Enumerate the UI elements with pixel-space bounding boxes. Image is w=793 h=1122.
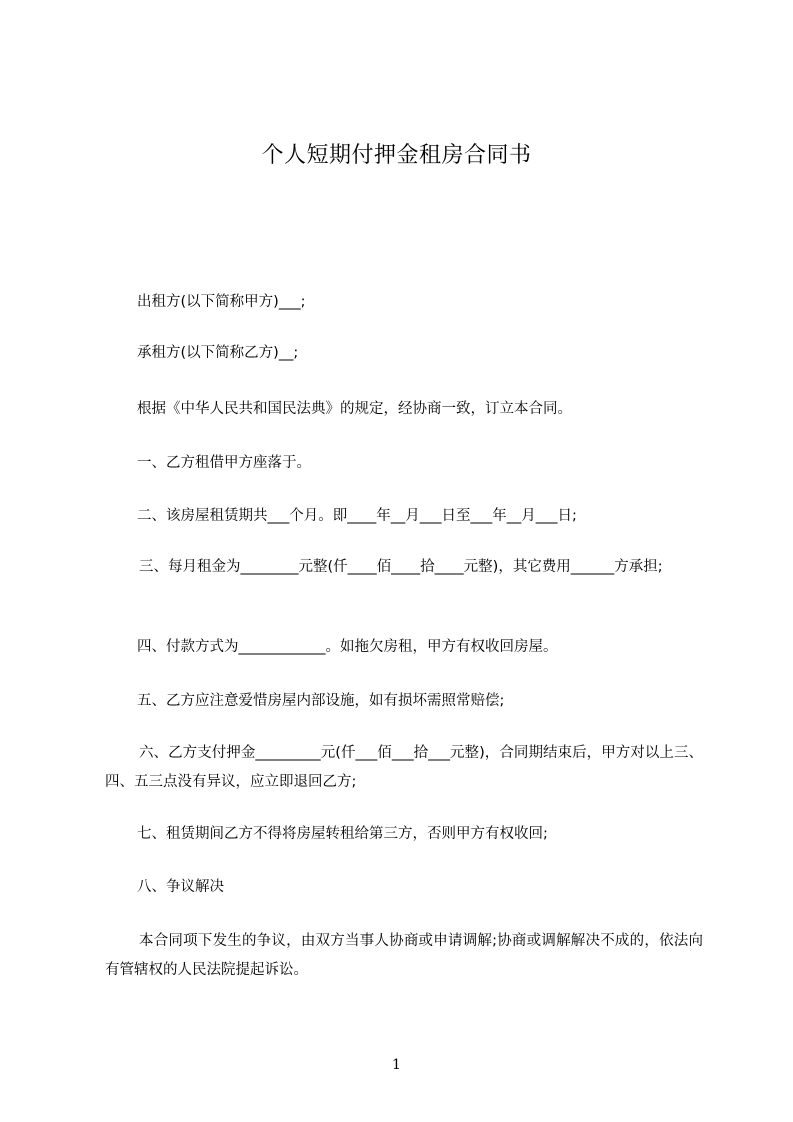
clause-4-payment: 四、付款方式为____________。如拖欠房租，甲方有权收回房屋。 [137,639,558,655]
clause-3-rent: 三、每月租金为________元整(仟____佰____拾____元整)，其它费用______方承担; [139,559,663,575]
clause-5-facilities: 五、乙方应注意爱惜房屋内部设施，如有损坏需照常赔偿; [137,693,505,709]
clause-lessor: 出租方(以下简称甲方)___; [137,294,306,310]
clause-preamble: 根据《中华人民共和国民法典》的规定，经协商一致，订立本合同。 [137,401,572,417]
clause-7-sublease: 七、租赁期间乙方不得将房屋转租给第三方，否则甲方有权收回; [137,826,548,842]
clause-2-term: 二、该房屋租赁期共___个月。即____年__月___日至___年__月___日; [137,508,577,524]
clause-8-heading: 八、争议解决 [137,879,224,895]
page-number: 1 [392,1057,401,1073]
document-title: 个人短期付押金租房合同书 [261,143,532,168]
clause-lessee: 承租方(以下简称乙方)__; [137,345,299,361]
clause-8-dispute: 本合同项下发生的争议，由双方当事人协商或申请调解;协商或调解解决不成的，依法向有管辖权的人民法院提起诉讼。 [105,933,703,978]
clause-1-location: 一、乙方租借甲方座落于。 [137,455,311,471]
clause-6-deposit: 六、乙方支付押金_________元(仟___佰___拾___元整)，合同期结束后，甲方对以上三、四、五三点没有异议，应立即退回乙方; [105,745,703,790]
